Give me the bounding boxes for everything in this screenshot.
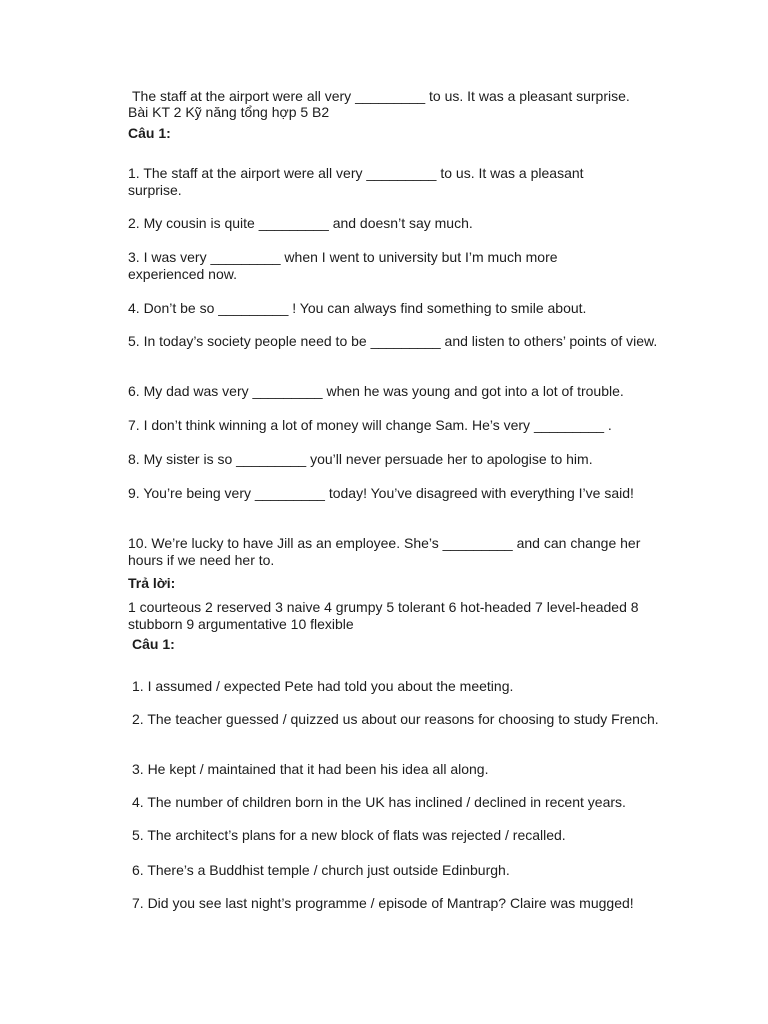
question-8: 8. My sister is so _________ you’ll never persuade her to apologise to him.	[128, 451, 593, 467]
intro-sentence: The staff at the airport were all very _________ to us. It was a pleasant surprise.	[132, 88, 630, 104]
question2-2: 2. The teacher guessed / quizzed us about our reasons for choosing to study French.	[132, 711, 659, 727]
question2-4: 4. The number of children born in the UK has inclined / declined in recent years.	[132, 794, 626, 810]
answers-text: 1 courteous 2 reserved 3 naive 4 grumpy 5 tolerant 6 hot-headed 7 level-headed 8 stubborn 9 argumentative 10 flexible	[128, 599, 639, 632]
question2-7: 7. Did you see last night’s programme / episode of Mantrap? Claire was mugged!	[132, 895, 634, 911]
question-3: 3. I was very _________ when I went to university but I’m much more experienced now.	[128, 249, 558, 282]
section1-heading: Câu 1:	[128, 125, 171, 141]
question-6: 6. My dad was very _________ when he was young and got into a lot of trouble.	[128, 383, 624, 399]
question2-3: 3. He kept / maintained that it had been his idea all along.	[132, 761, 489, 777]
section2-heading: Câu 1:	[132, 636, 175, 652]
question-2: 2. My cousin is quite _________ and doesn’t say much.	[128, 215, 473, 231]
question-1: 1. The staff at the airport were all very _________ to us. It was a pleasant surprise.	[128, 165, 584, 198]
question-10: 10. We’re lucky to have Jill as an employee. She’s _________ and can change her hours if we need her to.	[128, 535, 641, 568]
question-9: 9. You’re being very _________ today! You’ve disagreed with everything I’ve said!	[128, 485, 634, 501]
question-5: 5. In today’s society people need to be _________ and listen to others’ points of view.	[128, 333, 658, 349]
question2-1: 1. I assumed / expected Pete had told you about the meeting.	[132, 678, 514, 694]
document-title: Bài KT 2 Kỹ năng tổng hợp 5 B2	[128, 104, 330, 120]
question-4: 4. Don’t be so _________ ! You can always find something to smile about.	[128, 300, 587, 316]
question2-6: 6. There’s a Buddhist temple / church just outside Edinburgh.	[132, 862, 510, 878]
question-7: 7. I don’t think winning a lot of money will change Sam. He’s very _________ .	[128, 417, 612, 433]
answers-heading: Trả lời:	[128, 575, 176, 591]
question2-5: 5. The architect’s plans for a new block of flats was rejected / recalled.	[132, 827, 566, 843]
